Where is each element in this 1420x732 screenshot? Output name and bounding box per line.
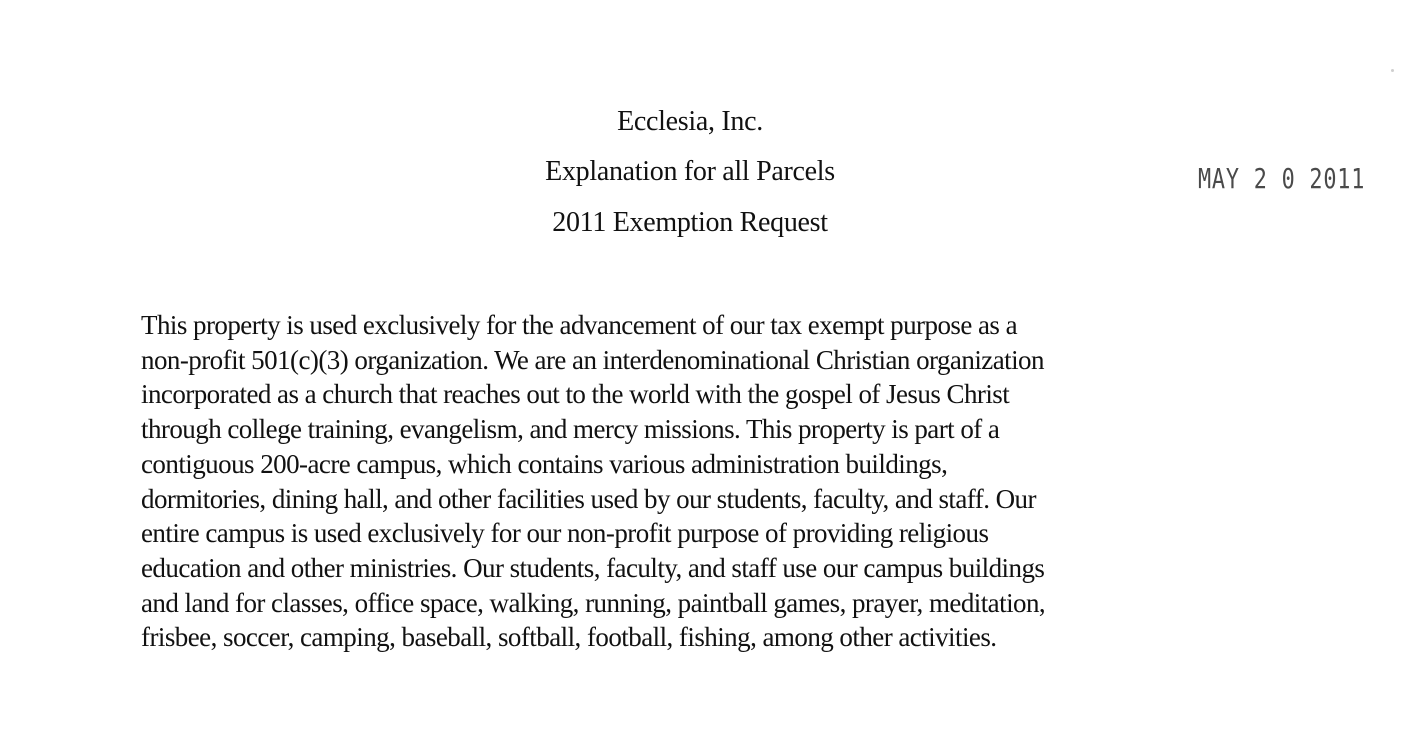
paragraph-line: non-profit 501(c)(3) organization. We are an interdenominational Christian organization [141, 344, 1044, 375]
paragraph-line: through college training, evangelism, and mercy missions. This property is part of a [141, 414, 1000, 445]
scan-speck [1391, 69, 1394, 72]
explanation-paragraph [141, 308, 1261, 655]
paragraph-line: contiguous 200-acre campus, which contains various administration buildings, [141, 448, 948, 479]
paragraph-line: incorporated as a church that reaches out to the world with the gospel of Jesus Christ [141, 379, 1010, 410]
organization-title: Ecclesia, Inc. [617, 106, 763, 137]
paragraph-line: This property is used exclusively for the advancement of our tax exempt purpose as a [141, 310, 1018, 340]
paragraph-line: dormitories, dining hall, and other facilities used by our students, faculty, and staff. Our [141, 483, 1036, 514]
paragraph-line: frisbee, soccer, camping, baseball, softball, football, fishing, among other activities. [141, 622, 997, 653]
paragraph-line: and land for classes, office space, walking, running, paintball games, prayer, meditation, [141, 587, 1046, 618]
document-subtitle: Explanation for all Parcels [545, 156, 835, 187]
received-date-stamp: MAY 2 0 2011 [1198, 162, 1366, 195]
paragraph-line: education and other ministries. Our students, faculty, and staff use our campus buildings [141, 552, 1045, 583]
paragraph-line: entire campus is used exclusively for our non-profit purpose of providing religious [141, 518, 989, 549]
exemption-request-title: 2011 Exemption Request [552, 207, 828, 238]
